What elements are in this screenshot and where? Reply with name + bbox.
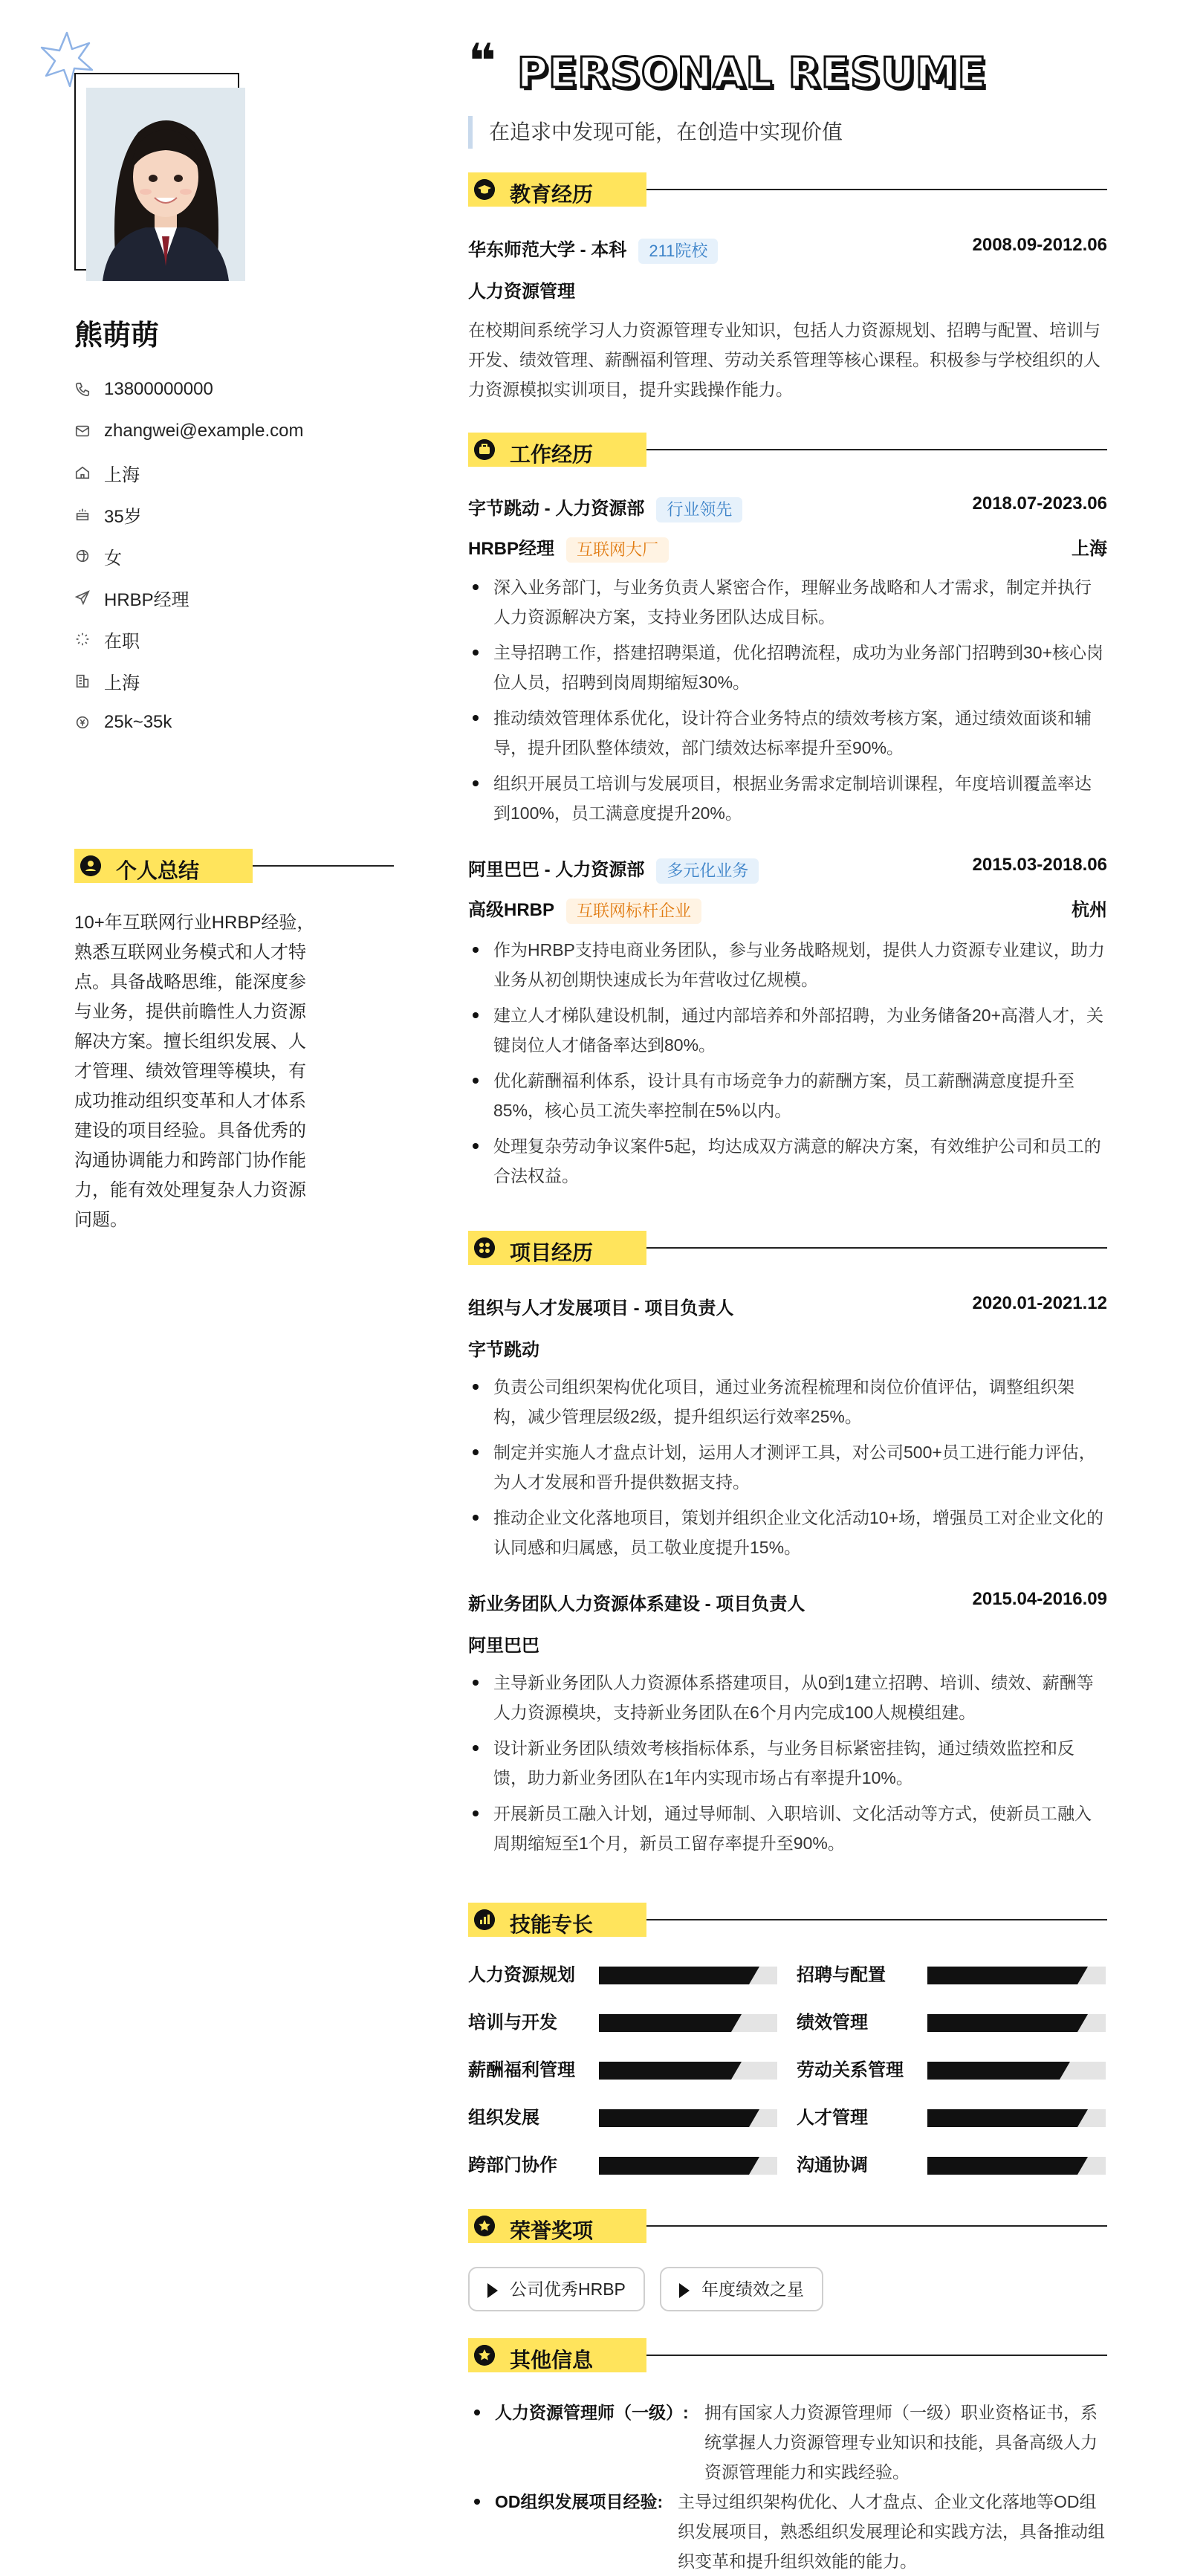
projects-title: 项目经历	[510, 1241, 594, 1264]
list-item: 制定并实施人才盘点计划，运用人才测评工具，对公司500+员工进行能力评估，为人才发展和晋升提供数据支持。	[468, 1437, 1107, 1497]
project-1-bullets	[468, 1372, 1107, 1568]
skill-fill	[927, 1967, 1077, 1984]
job-2-bullets	[468, 935, 1107, 1197]
home-icon	[74, 465, 91, 481]
job-1-company: 字节跳动 - 人力资源部	[468, 499, 645, 519]
list-item: 推动绩效管理体系优化，设计符合业务特点的绩效考核方案，通过绩效面谈和辅导，提升团队整体绩效，部门绩效达标率提升至90%。	[468, 703, 1107, 763]
job-2-role-line	[468, 895, 701, 924]
job-1-company-line	[468, 493, 742, 522]
phone-value: 13800000000	[104, 379, 213, 399]
candidate-name: 熊萌萌	[74, 320, 160, 352]
other-key: 人力资源管理师（一级）:	[495, 2403, 689, 2422]
education-desc: 在校期间系统学习人力资源管理专业知识，包括人力资源规划、招聘与配置、培训与开发、绩效管理、薪酬福利管理、劳动关系管理等核心课程。积极参与学校组织的人力资源模拟实训项目，提升实践操作能力。	[468, 320, 1100, 399]
project-1-name: 组织与人才发展项目 - 项目负责人	[468, 1298, 734, 1318]
skills-title: 技能专长	[510, 1913, 594, 1936]
skill-item	[468, 1964, 788, 1987]
other-key: OD组织发展项目经验:	[495, 2492, 664, 2511]
graduation-cap-icon	[474, 179, 495, 200]
bar-chart-icon	[474, 1909, 495, 1930]
email-value: zhangwei@example.com	[104, 421, 304, 441]
honor-badge	[660, 2267, 823, 2311]
job-2-role-row	[468, 895, 1107, 925]
phone-icon	[74, 381, 91, 398]
basic-info-list	[74, 369, 304, 743]
major: 人力资源管理	[468, 282, 575, 302]
award-icon	[474, 2345, 495, 2366]
resume-title: PERSONAL RESUME	[517, 49, 987, 97]
skill-item	[468, 2106, 788, 2130]
skill-item	[797, 2106, 1116, 2130]
skill-track	[599, 2109, 777, 2127]
summary-text: 10+年互联网行业HRBP经验，熟悉互联网业务模式和人才特点。具备战略思维，能深度参与业务，提供前瞻性人力资源解决方案。擅长组织发展、人才管理、绩效管理等模块，有成功推动组织变革和人才体系建设的项目经验。具备优秀的沟通协调能力和跨部门协作能力，能有效处理复杂人力资源问题。	[74, 913, 315, 1230]
skill-label: 招聘与配置	[797, 1965, 886, 1985]
job-2-city: 杭州	[1072, 900, 1107, 920]
slogan: 在追求中发现可能，在创造中实现价值	[468, 116, 843, 149]
other-value: 拥有国家人力资源管理师（一级）职业资格证书，系统掌握人力资源管理专业知识和技能，具备高级人力资源管理能力和实践经验。	[704, 2403, 1098, 2482]
job-2-header	[468, 855, 1107, 884]
coin-icon	[74, 714, 91, 731]
skill-label: 组织发展	[468, 2108, 539, 2128]
award-icon	[474, 2216, 495, 2236]
project-2-company: 阿里巴巴	[468, 1636, 539, 1656]
bullet-dot	[474, 2410, 480, 2415]
skill-label: 劳动关系管理	[797, 2060, 904, 2080]
skill-fill	[927, 2109, 1077, 2127]
skill-track	[599, 2157, 777, 2175]
other-value: 主导过组织架构优化、人才盘点、企业文化落地等OD组织发展项目，熟悉组织发展理论和实践方法，具备推动组织变革和提升组织效能的能力。	[678, 2492, 1105, 2571]
info-city	[74, 660, 304, 702]
building-icon	[74, 673, 91, 689]
skill-item	[797, 2059, 1116, 2083]
info-age	[74, 493, 304, 535]
job-1-role: HRBP经理	[468, 539, 555, 559]
job-1-role-row	[468, 534, 1107, 563]
skill-item	[468, 2154, 788, 2178]
skill-label: 人才管理	[797, 2108, 868, 2128]
list-item: 负责公司组织架构优化项目，通过业务流程梳理和岗位价值评估，调整组织架构，减少管理层级2级，提升组织运行效率25%。	[468, 1372, 1107, 1431]
project-2-header	[468, 1589, 1107, 1619]
other-item-2	[468, 2487, 1107, 2576]
avatar	[86, 88, 245, 281]
skill-item	[797, 1964, 1116, 1987]
city-value: 上海	[104, 673, 140, 693]
education-header-line	[646, 189, 1107, 190]
skill-label: 培训与开发	[468, 2013, 557, 2033]
list-item: 组织开展员工培训与发展项目，根据业务需求定制培训课程，年度培训覆盖率达到100%，员工满意度提升20%。	[468, 768, 1107, 828]
skill-item	[468, 2011, 788, 2035]
work-header-line	[646, 449, 1107, 450]
skill-track	[927, 2157, 1106, 2175]
user-icon	[80, 855, 101, 876]
other-header-line	[646, 2355, 1107, 2356]
job-1-city: 上海	[1072, 539, 1107, 559]
projects-section-header	[468, 1231, 1107, 1265]
honors-title: 荣誉奖项	[510, 2219, 594, 2242]
summary-section-header	[74, 849, 320, 883]
loading-icon	[74, 631, 91, 647]
job-1-header	[468, 493, 1107, 523]
list-item: 作为HRBP支持电商业务团队，参与业务战略规划，提供人力资源专业建议，助力业务从初创期快速成长为年营收过亿规模。	[468, 935, 1107, 994]
job-2-company-line	[468, 855, 759, 884]
education-title: 教育经历	[510, 183, 594, 206]
education-date: 2008.09-2012.06	[972, 235, 1107, 255]
other-title: 其他信息	[510, 2349, 594, 2372]
info-status	[74, 618, 304, 660]
skill-label: 人力资源规划	[468, 1965, 575, 1985]
list-item: 优化薪酬福利体系，设计具有市场竞争力的薪酬方案，员工薪酬满意度提升至85%，核心员工流失率控制在5%以内。	[468, 1066, 1107, 1125]
job-2-tag: 多元化业务	[656, 858, 759, 884]
work-title: 工作经历	[510, 443, 594, 466]
list-item: 设计新业务团队绩效考核指标体系，与业务目标紧密挂钩，通过绩效监控和反馈，助力新业务团队在1年内实现市场占有率提升10%。	[468, 1733, 1107, 1793]
quote-mark-icon: ❝	[468, 34, 496, 88]
work-section-header	[468, 433, 1107, 467]
skill-track	[927, 2062, 1106, 2080]
skill-fill	[599, 2157, 749, 2175]
project-2-bullets	[468, 1668, 1107, 1864]
info-phone	[74, 369, 304, 410]
project-1-company: 字节跳动	[468, 1340, 539, 1360]
project-1-header	[468, 1293, 1107, 1323]
list-item: 建立人才梯队建设机制，通过内部培养和外部招聘，为业务储备20+高潜人才，关键岗位人才储备率达到80%。	[468, 1000, 1107, 1060]
skill-track	[599, 2014, 777, 2032]
project-2-name: 新业务团队人力资源体系建设 - 项目负责人	[468, 1594, 805, 1614]
project-1-date: 2020.01-2021.12	[972, 1293, 1107, 1313]
list-item: 推动企业文化落地项目，策划并组织企业文化活动10+场，增强员工对企业文化的认同感和归属感，员工敬业度提升15%。	[468, 1503, 1107, 1562]
position-value: HRBP经理	[104, 589, 189, 610]
projects-header-line	[646, 1247, 1107, 1249]
list-item: 主导招聘工作，搭建招聘渠道，优化招聘流程，成功为业务部门招聘到30+核心岗位人员，招聘到岗周期缩短30%。	[468, 638, 1107, 697]
skill-track	[927, 2109, 1106, 2127]
list-item: 主导新业务团队人力资源体系搭建项目，从0到1建立招聘、培训、绩效、薪酬等人力资源模块，支持新业务团队在6个月内完成100人规模组建。	[468, 1668, 1107, 1727]
major-row	[468, 276, 1107, 302]
skill-track	[927, 2014, 1106, 2032]
play-icon	[487, 2283, 498, 2298]
honors-section-header	[468, 2209, 1107, 2243]
list-item: 开展新员工融入计划，通过导师制、入职培训、文化活动等方式，使新员工融入周期缩短至1个月，新员工留存率提升至90%。	[468, 1799, 1107, 1858]
job-1-tag: 行业领先	[656, 497, 742, 522]
skill-item	[797, 2011, 1116, 2035]
skill-fill	[599, 2014, 731, 2032]
project-1-company-row	[468, 1335, 1107, 1360]
honor-badge	[468, 2267, 645, 2311]
status-value: 在职	[104, 631, 140, 652]
education-section-header	[468, 172, 1107, 207]
skill-track	[927, 1967, 1106, 1984]
skill-label: 绩效管理	[797, 2013, 868, 2033]
skill-fill	[927, 2014, 1077, 2032]
list-item: 处理复杂劳动争议案件5起，均达成双方满意的解决方案，有效维护公司和员工的合法权益。	[468, 1131, 1107, 1191]
job-1-role-line	[468, 534, 669, 563]
mail-icon	[74, 423, 91, 439]
list-item: 深入业务部门，与业务负责人紧密合作，理解业务战略和人才需求，制定并执行人力资源解决方案，支持业务团队达成目标。	[468, 572, 1107, 632]
bullet-dot	[474, 2499, 480, 2505]
job-2-role: 高级HRBP	[468, 900, 555, 920]
honor-label: 年度绩效之星	[701, 2279, 804, 2299]
job-1-bullets	[468, 572, 1107, 834]
job-2-date: 2015.03-2018.06	[972, 855, 1107, 875]
location-value: 上海	[104, 465, 140, 485]
other-section-header	[468, 2338, 1107, 2372]
skill-item	[797, 2154, 1116, 2178]
education-row	[468, 235, 1107, 265]
skill-fill	[599, 2109, 749, 2127]
job-1-date: 2018.07-2023.06	[972, 493, 1107, 514]
info-location	[74, 452, 304, 493]
gender-icon	[74, 548, 91, 564]
school-line	[468, 235, 718, 264]
skill-label: 跨部门协作	[468, 2155, 557, 2175]
skill-item	[468, 2059, 788, 2083]
skill-fill	[599, 2062, 731, 2080]
skill-fill	[599, 1967, 749, 1984]
school-tag: 211院校	[638, 239, 718, 264]
job-1-role-tag: 互联网大厂	[566, 537, 669, 563]
skill-label: 沟通协调	[797, 2155, 868, 2175]
info-email	[74, 410, 304, 452]
skill-fill	[927, 2062, 1060, 2080]
age-value: 35岁	[104, 506, 142, 527]
briefcase-icon	[474, 439, 495, 460]
info-salary	[74, 702, 304, 743]
grid-icon	[474, 1237, 495, 1258]
cake-icon	[74, 506, 91, 522]
skill-track	[599, 1967, 777, 1984]
project-2-company-row	[468, 1631, 1107, 1656]
info-position	[74, 577, 304, 618]
summary-title: 个人总结	[116, 859, 200, 882]
job-2-company: 阿里巴巴 - 人力资源部	[468, 860, 645, 880]
salary-value: 25k~35k	[104, 712, 172, 732]
skills-section-header	[468, 1903, 1107, 1937]
skill-fill	[927, 2157, 1077, 2175]
skill-label: 薪酬福利管理	[468, 2060, 575, 2080]
honors-header-line	[646, 2225, 1107, 2227]
summary-header-line	[253, 865, 394, 867]
job-2-role-tag: 互联网标杆企业	[566, 899, 701, 924]
other-item-1	[468, 2398, 1107, 2487]
send-icon	[74, 589, 91, 606]
school-name: 华东师范大学 - 本科	[468, 240, 627, 260]
honor-label: 公司优秀HRBP	[510, 2279, 626, 2299]
project-2-date: 2015.04-2016.09	[972, 1589, 1107, 1609]
gender-value: 女	[104, 548, 122, 569]
skill-track	[599, 2062, 777, 2080]
play-icon	[679, 2283, 690, 2298]
skills-header-line	[646, 1919, 1107, 1920]
info-gender	[74, 535, 304, 577]
